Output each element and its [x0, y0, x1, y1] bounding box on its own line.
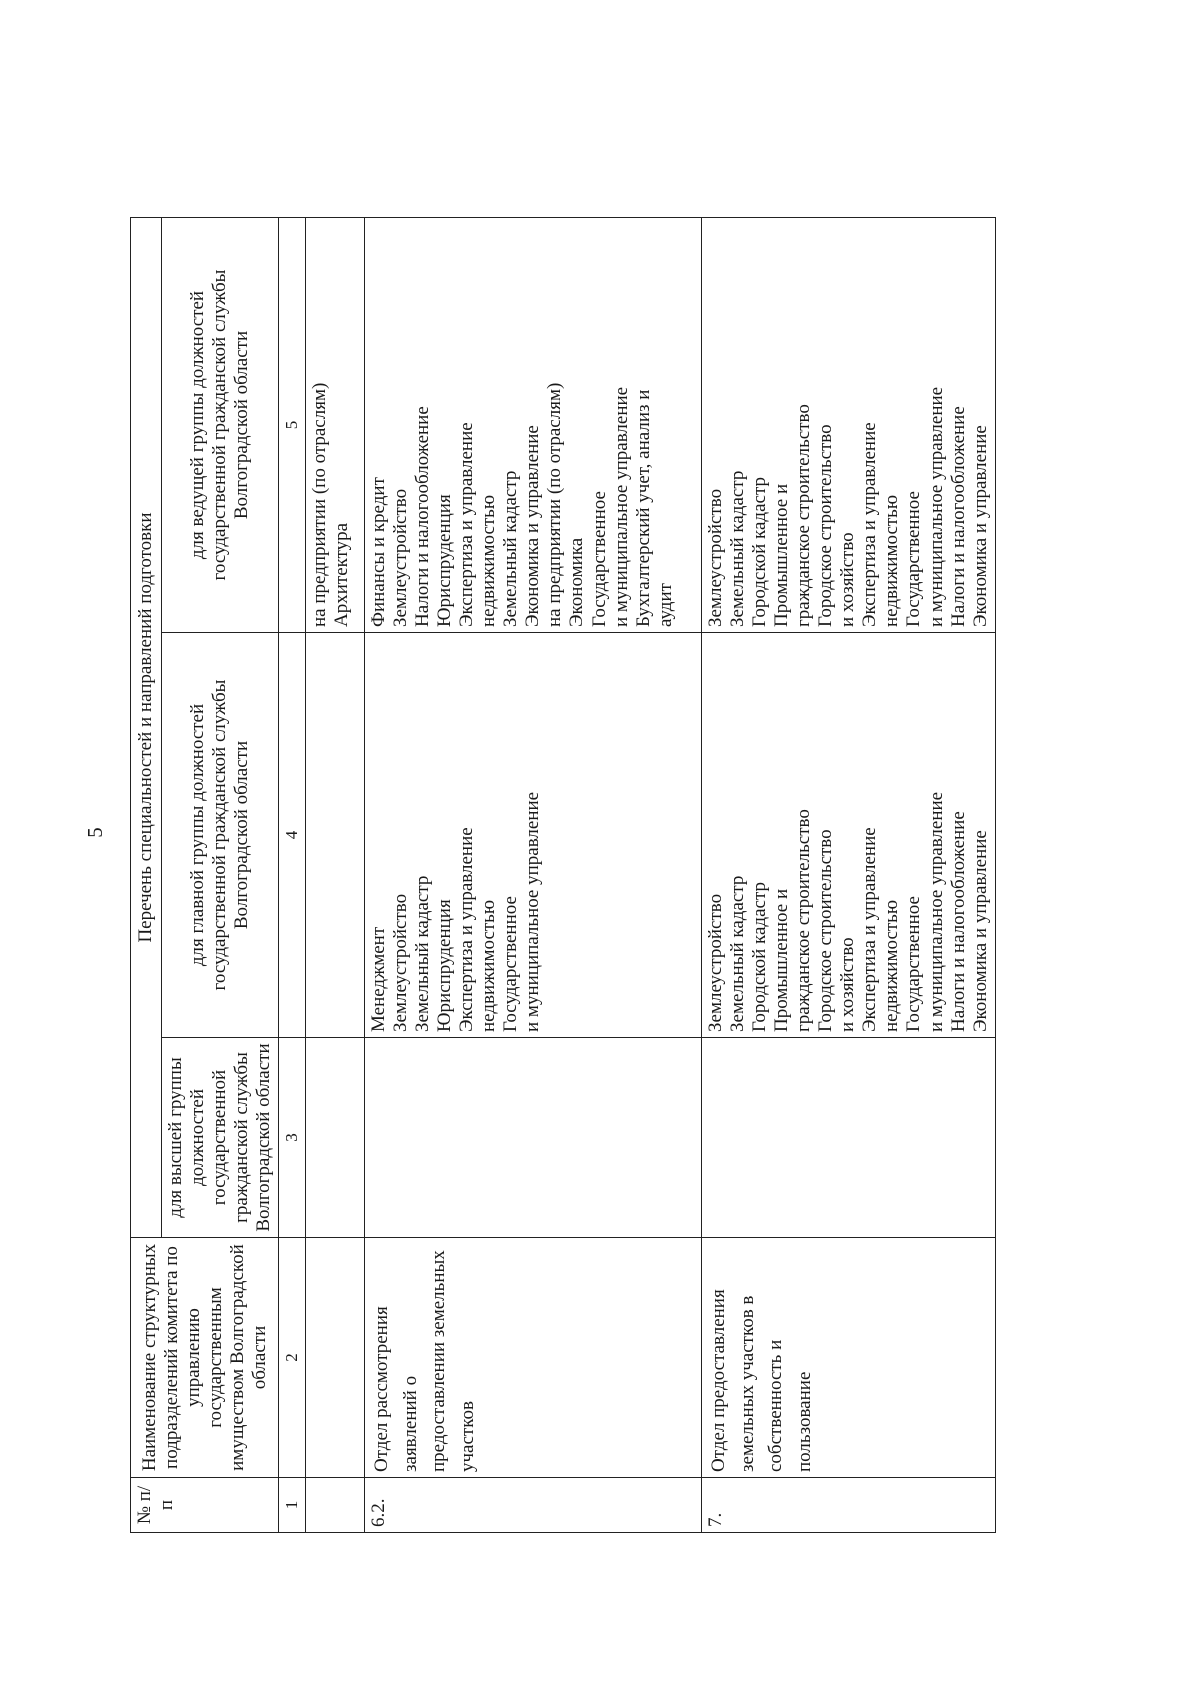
- specialty-item: недвижимостью: [478, 899, 500, 1032]
- column-number-2: 2: [279, 1238, 306, 1478]
- header-main-group-cell: для главной группы должностей государственной гражданской службы Волгоградской области: [162, 633, 279, 1038]
- specialty-item: Земельный кадастр: [727, 470, 749, 627]
- main-group-list: [702, 633, 995, 1038]
- column-number-4: 4: [279, 633, 306, 1038]
- specialty-item: гражданское строительство: [793, 404, 815, 627]
- table-row-7: [702, 218, 995, 1533]
- specialty-item: недвижимостью: [881, 494, 903, 627]
- specialty-item: и хозяйство: [837, 937, 859, 1032]
- specialty-item: Городской кадастр: [749, 882, 771, 1032]
- specialty-item: Налоги и налогообложение: [947, 811, 969, 1032]
- specialty-item: Землеустройство: [705, 488, 727, 627]
- column-number-row: [279, 218, 306, 1533]
- specialty-item: Юриспруденция: [434, 899, 456, 1032]
- specialty-item: Государственное: [500, 896, 522, 1032]
- specialty-item: гражданское строительство: [793, 809, 815, 1032]
- specialty-item: на предприятии (по отраслям): [544, 382, 566, 627]
- specialty-item: Экономика: [566, 537, 588, 627]
- header-highest-group-cell: для высшей группы должностей государственной гражданской службы Волгоградской области: [162, 1038, 279, 1238]
- row-number: 7.: [702, 1478, 995, 1533]
- header-group-title-cell: Перечень специальностей и направлений подготовки: [131, 218, 162, 1238]
- column-number-5: 5: [279, 218, 306, 633]
- specialty-item: и муниципальное управление: [925, 386, 947, 627]
- specialty-item: Архитектура: [331, 522, 353, 627]
- specialty-item: Земельный кадастр: [727, 875, 749, 1032]
- specialties-table: [130, 217, 996, 1533]
- specialty-item: Государственное: [903, 896, 925, 1032]
- carry-over-name-cell: [306, 1238, 365, 1478]
- specialty-item: аудит: [654, 583, 676, 627]
- header-subdivision-name-cell: Наименование структурных подразделений комитета по управлению государственным имуществом Волгоградской области: [131, 1238, 279, 1478]
- column-number-1: 1: [279, 1478, 306, 1533]
- specialty-item: и муниципальное управление: [925, 791, 947, 1032]
- specialty-item: Менеджмент: [368, 926, 390, 1032]
- page-number: 5: [82, 827, 107, 838]
- specialty-item: Городское строительство: [815, 424, 837, 627]
- carry-over-leading-cell: [306, 218, 365, 633]
- column-number-3: 3: [279, 1038, 306, 1238]
- specialty-item: Юриспруденция: [434, 494, 456, 627]
- carry-over-main-cell: [306, 633, 365, 1038]
- subdivision-name: Отдел предоставления земельных участков в собственность и пользование: [702, 1238, 995, 1478]
- row-number: 6.2.: [365, 1478, 702, 1533]
- specialty-item: на предприятии (по отраслям): [309, 382, 331, 627]
- specialty-item: Экспертиза и управление: [859, 827, 881, 1032]
- subdivision-name: Отдел рассмотрения заявлений о предоставлении земельных участков: [365, 1238, 702, 1478]
- specialty-item: Государственное: [588, 491, 610, 627]
- highest-group-cell: [365, 1038, 702, 1238]
- leading-group-list: [702, 218, 995, 633]
- specialty-item: Земельный кадастр: [500, 470, 522, 627]
- leading-group-list: [365, 218, 702, 633]
- specialty-item: Землеустройство: [390, 488, 412, 627]
- specialty-item: Государственное: [903, 491, 925, 627]
- specialty-item: Экономика и управление: [969, 425, 991, 627]
- specialty-item: недвижимостью: [881, 899, 903, 1032]
- specialty-item: Экономика и управление: [969, 830, 991, 1032]
- carry-over-row: [306, 218, 365, 1533]
- specialty-item: и хозяйство: [837, 532, 859, 627]
- specialty-item: недвижимостью: [478, 494, 500, 627]
- header-row: [131, 218, 162, 1533]
- specialty-item: Экспертиза и управление: [859, 422, 881, 627]
- specialty-item: Налоги и налогообложение: [947, 406, 969, 627]
- specialty-item: Экономика и управление: [522, 425, 544, 627]
- specialty-item: Городской кадастр: [749, 477, 771, 627]
- specialty-item: Городское строительство: [815, 829, 837, 1032]
- specialty-item: Промышленное и: [771, 888, 793, 1032]
- specialty-item: Промышленное и: [771, 483, 793, 627]
- specialty-item: Землеустройство: [390, 893, 412, 1032]
- specialty-item: Бухгалтерский учет, анализ и: [632, 389, 654, 627]
- highest-group-cell: [702, 1038, 995, 1238]
- specialty-item: Землеустройство: [705, 893, 727, 1032]
- carry-over-num-cell: [306, 1478, 365, 1533]
- header-number-cell: № п/п: [131, 1478, 279, 1533]
- specialty-item: Налоги и налогообложение: [412, 406, 434, 627]
- specialty-item: Экспертиза и управление: [456, 827, 478, 1032]
- rotated-table-container: [130, 218, 1128, 1533]
- header-leading-group-cell: для ведущей группы должностей государственной гражданской службы Волгоградской области: [162, 218, 279, 633]
- specialty-item: и муниципальное управление: [610, 386, 632, 627]
- specialty-item: Финансы и кредит: [368, 477, 390, 627]
- main-group-list: [365, 633, 702, 1038]
- table-row-6-2: [365, 218, 702, 1533]
- carry-over-highest-cell: [306, 1038, 365, 1238]
- specialty-item: и муниципальное управление: [522, 791, 544, 1032]
- specialty-item: Земельный кадастр: [412, 875, 434, 1032]
- specialty-item: Экспертиза и управление: [456, 422, 478, 627]
